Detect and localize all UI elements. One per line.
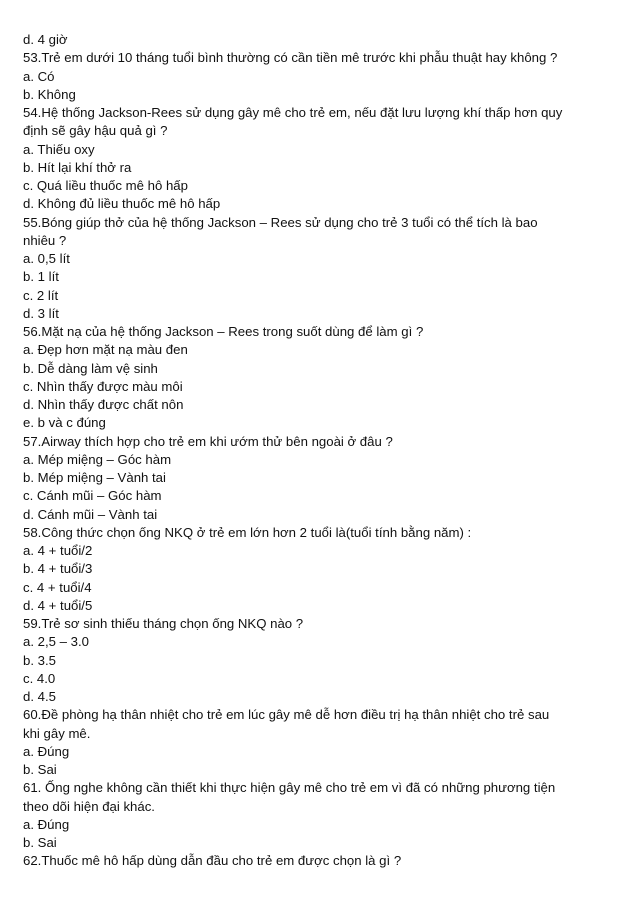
answer-option: d. Không đủ liều thuốc mê hô hấp xyxy=(23,196,221,212)
answer-option: b. Không xyxy=(23,86,76,102)
answer-option: d. Cánh mũi – Vành tai xyxy=(23,506,158,522)
answer-option: a. Đúng xyxy=(23,816,70,832)
question-60: 60.Đề phòng hạ thân nhiệt cho trẻ em lúc gây mê dễ hơn điều trị hạ thân nhiệt cho trẻ sau xyxy=(23,707,550,723)
answer-option: d. 3 lít xyxy=(23,305,59,321)
question-60-cont: khi gây mê. xyxy=(23,725,91,741)
question-55: 55.Bóng giúp thở của hệ thống Jackson – Rees sử dụng cho trẻ 3 tuổi có thể tích là bao xyxy=(23,214,538,230)
answer-option: d. 4.5 xyxy=(23,689,56,704)
answer-option: c. Nhìn thấy được màu môi xyxy=(23,378,183,394)
answer-option: a. Thiếu oxy xyxy=(23,141,95,157)
answer-option: a. 2,5 – 3.0 xyxy=(23,634,89,650)
answer-option: b. Sai xyxy=(23,835,57,850)
question-54-cont: định sẽ gây hậu quả gì ? xyxy=(23,123,168,139)
answer-option: e. b và c đúng xyxy=(23,415,106,431)
answer-option: b. Mép miệng – Vành tai xyxy=(23,470,166,485)
answer-option: a. Mép miệng – Góc hàm xyxy=(23,451,172,467)
question-58: 58.Công thức chọn ống NKQ ở trẻ em lớn hơn 2 tuổi là(tuổi tính bằng năm) : xyxy=(23,524,472,540)
answer-option: c. 2 lít xyxy=(23,287,59,303)
answer-option: a. Đẹp hơn mặt nạ màu đen xyxy=(23,342,188,358)
answer-option: d. 4 + tuổi/5 xyxy=(23,597,93,613)
answer-option: a. Có xyxy=(23,68,55,84)
answer-option: c. 4 + tuổi/4 xyxy=(23,579,92,595)
answer-option: b. Hít lại khí thở ra xyxy=(23,159,132,175)
question-53: 53.Trẻ em dưới 10 tháng tuổi bình thường có cần tiền mê trước khi phẫu thuật hay không ? xyxy=(23,50,558,66)
answer-option: a. 4 + tuổi/2 xyxy=(23,543,93,558)
question-list xyxy=(23,31,593,871)
question-54: 54.Hệ thống Jackson-Rees sử dụng gây mê cho trẻ em, nếu đặt lưu lượng khí thấp hơn quy xyxy=(23,105,563,120)
question-62: 62.Thuốc mê hô hấp dùng dẫn đầu cho trẻ em được chọn là gì ? xyxy=(23,853,402,869)
answer-option: d. Nhìn thấy được chất nôn xyxy=(23,397,184,412)
answer-option: c. Cánh mũi – Góc hàm xyxy=(23,488,162,504)
answer-option: a. 0,5 lít xyxy=(23,251,70,266)
answer-option: b. 1 lít xyxy=(23,269,59,285)
answer-option: b. Dễ dàng làm vệ sinh xyxy=(23,360,158,376)
question-55-cont: nhiêu ? xyxy=(23,232,67,248)
question-57: 57.Airway thích hợp cho trẻ em khi ướm thử bên ngoài ở đâu ? xyxy=(23,433,393,449)
answer-d-4-gio: d. 4 giờ xyxy=(23,32,68,47)
answer-option: a. Đúng xyxy=(23,743,70,759)
answer-option: b. Sai xyxy=(23,762,57,777)
question-61-cont: theo dõi hiện đại khác. xyxy=(23,798,155,814)
answer-option: b. 3.5 xyxy=(23,652,56,668)
question-56: 56.Mặt nạ của hệ thống Jackson – Rees trong suốt dùng để làm gì ? xyxy=(23,324,424,339)
answer-option: c. 4.0 xyxy=(23,670,56,686)
answer-option: c. Quá liều thuốc mê hô hấp xyxy=(23,178,188,193)
question-61: 61. Ống nghe không cần thiết khi thực hiện gây mê cho trẻ em vì đã có những phương tiện xyxy=(23,780,556,796)
answer-option: b. 4 + tuổi/3 xyxy=(23,561,93,577)
question-59: 59.Trẻ sơ sinh thiếu tháng chọn ống NKQ nào ? xyxy=(23,616,304,631)
